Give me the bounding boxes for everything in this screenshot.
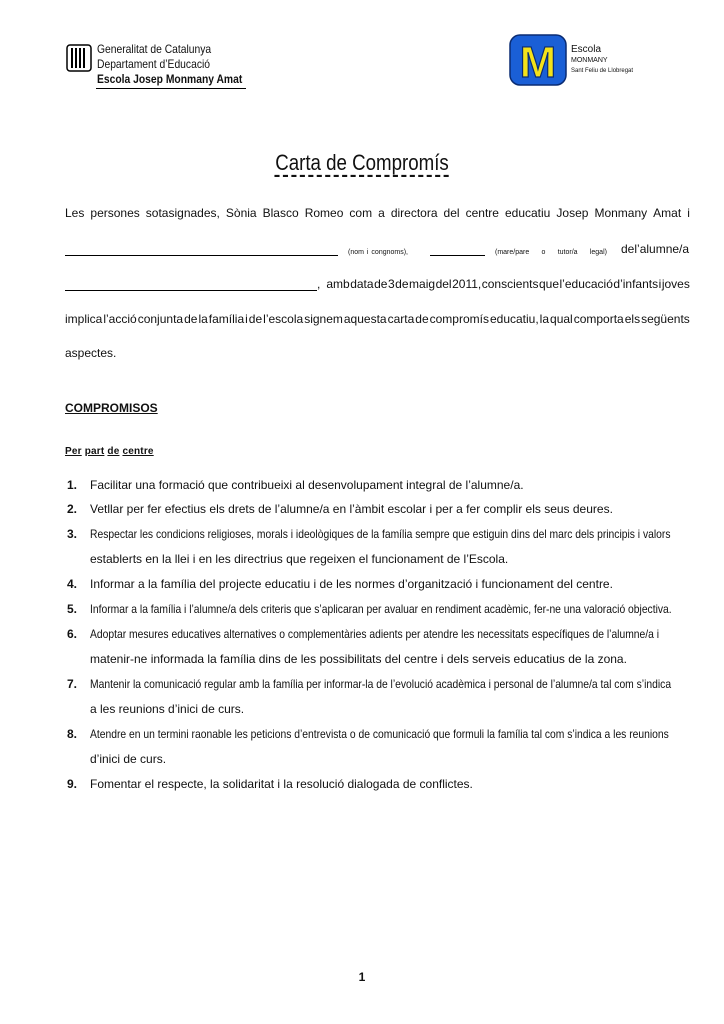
word: directora — [390, 206, 438, 220]
list-item-line: Mantenir la comunicació regular amb la família per informar-la de l’evolució acadèmica i personal de l’alumne/a tal com s’indica — [90, 677, 672, 691]
list-item-line: Vetllar per fer efectius els drets de l’alumne/a en l’àmbit escolar i per a fer complir els seus deures. — [90, 502, 613, 516]
school-header — [571, 44, 633, 77]
parent-note — [495, 249, 607, 256]
student-label — [621, 242, 689, 256]
school-line-3: Sant Feliu de Llobregat — [571, 68, 634, 74]
word: la — [539, 312, 550, 326]
word: persones — [90, 206, 140, 220]
word: congnoms), — [371, 249, 408, 256]
page-title: Carta de Compromís — [275, 150, 449, 175]
word: Sònia — [225, 206, 257, 220]
list-item-line: d’inici de curs. — [90, 752, 167, 766]
item-number: 6. — [67, 627, 78, 641]
intro-line-2 — [65, 242, 690, 256]
name-note — [348, 249, 408, 256]
word: centre — [465, 206, 499, 220]
word: Romeo — [304, 206, 344, 220]
school-line-2: MONMANY — [571, 57, 608, 64]
item-number: 3. — [67, 527, 78, 541]
item-number: 7. — [67, 677, 78, 691]
list-item-line: Informar a la família i l’alumne/a dels criteris que s’aplicaran per avaluar en rendiment acadèmic, fer-ne una valoració objectiva. — [90, 602, 672, 616]
list-item-line: establerts en la llei i en les directrius que regeixen el funcionament de l’Escola. — [90, 552, 509, 566]
word: conjunta — [137, 312, 184, 326]
item-number: 4. — [67, 577, 78, 591]
word: de — [415, 312, 429, 326]
list-item-line: Adoptar mesures educatives alternatives o complementàries adients per atendre les necessitats específiques de l’alumne/a i — [90, 627, 660, 641]
intro-line-1 — [65, 206, 690, 220]
word: i — [687, 206, 690, 220]
word: amb — [326, 277, 350, 291]
word: família — [208, 312, 245, 326]
word: compromís — [429, 312, 489, 326]
subsection-title: Per part de centre — [65, 446, 154, 457]
list-item-line: matenir-ne informada la família dins de les possibilitats del centre i dels serveis educatius de la zona. — [90, 652, 627, 666]
word: l’alumne/a — [634, 242, 690, 256]
word: implica — [65, 312, 103, 326]
word: educatiu — [504, 206, 551, 220]
word: o — [541, 249, 546, 256]
word: data — [350, 277, 374, 291]
word: comporta — [573, 312, 624, 326]
word: l’escola — [263, 312, 304, 326]
intro-line-3 — [65, 277, 690, 291]
word: 3 — [387, 277, 395, 291]
section-title: COMPROMISOS — [65, 401, 158, 415]
word: conscients — [481, 277, 539, 291]
word: del — [435, 277, 452, 291]
word: Josep — [556, 206, 589, 220]
list-item-line: Informar a la família del projecte educatiu i de les normes d’organització i funcionament del centre. — [90, 577, 613, 591]
word: els — [624, 312, 641, 326]
word: l’acció — [103, 312, 137, 326]
word: signem — [304, 312, 343, 326]
item-number: 1. — [67, 478, 78, 492]
word: aquesta — [343, 312, 387, 326]
word: i — [658, 277, 662, 291]
item-number: 8. — [67, 727, 78, 741]
word: que — [538, 277, 559, 291]
intro-comma: , — [317, 277, 321, 291]
word: del — [443, 206, 460, 220]
word: i — [245, 312, 248, 326]
gen-line-1: Generalitat de Catalunya — [97, 42, 212, 56]
word: carta — [387, 312, 415, 326]
list-item-line: Respectar les condicions religioses, morals i ideològiques de la família sempre que estiguin dins del marc dels principis i valors — [90, 527, 671, 541]
word: de — [374, 277, 388, 291]
word: 2011, — [452, 277, 482, 291]
word: Amat — [653, 206, 682, 220]
word: (nom — [348, 249, 364, 256]
item-number: 9. — [67, 777, 78, 791]
word: tutor/a — [557, 249, 578, 256]
word: la — [198, 312, 208, 326]
word: legal) — [589, 249, 607, 256]
word: sotasignades, — [145, 206, 220, 220]
word: de — [248, 312, 263, 326]
parent-blank — [430, 243, 485, 256]
gen-line-2: Departament d’Educació — [97, 57, 211, 71]
word: l’educació — [559, 277, 613, 291]
list-item-line: Fomentar el respecte, la solidaritat i la resolució dialogada de conflictes. — [90, 777, 473, 791]
word: Monmany — [594, 206, 648, 220]
word: (mare/pare — [495, 249, 530, 256]
list-item-line: Atendre en un termini raonable les peticions d’entrevista o de comunicació que formuli la família tal com s’indica a les reunions — [90, 727, 669, 741]
intro-line-5: aspectes. — [65, 346, 117, 360]
word: qual — [550, 312, 573, 326]
list-item-line: a les reunions d’inici de curs. — [90, 702, 245, 716]
name-blank — [65, 243, 338, 256]
school-logo-letter: M — [519, 38, 557, 86]
word: a — [378, 206, 385, 220]
word: i — [366, 249, 369, 256]
list-item-line: Facilitar una formació que contribueixi al desenvolupament integral de l’alumne/a. — [90, 478, 524, 492]
student-blank — [65, 278, 317, 291]
school-line-1: Escola — [571, 44, 602, 55]
word: d’infants — [613, 277, 659, 291]
word: de — [621, 242, 635, 256]
generalitat-logo-icon — [66, 44, 92, 72]
header-rule — [96, 88, 246, 89]
gen-line-3: Escola Josep Monmany Amat — [97, 72, 243, 86]
word: següents — [641, 312, 690, 326]
generalitat-header — [97, 42, 242, 87]
school-logo-icon — [509, 34, 567, 86]
word: educatiu, — [489, 312, 539, 326]
word: Les — [65, 206, 85, 220]
intro-line-4 — [65, 312, 690, 326]
word: de — [395, 277, 409, 291]
word: Blasco — [262, 206, 299, 220]
word: com — [349, 206, 373, 220]
word: joves — [661, 277, 690, 291]
item-number: 2. — [67, 502, 78, 516]
word: maig — [409, 277, 436, 291]
intro-line-3-text — [326, 277, 690, 291]
page-number: 1 — [358, 970, 366, 984]
item-number: 5. — [67, 602, 78, 616]
word: de — [184, 312, 198, 326]
